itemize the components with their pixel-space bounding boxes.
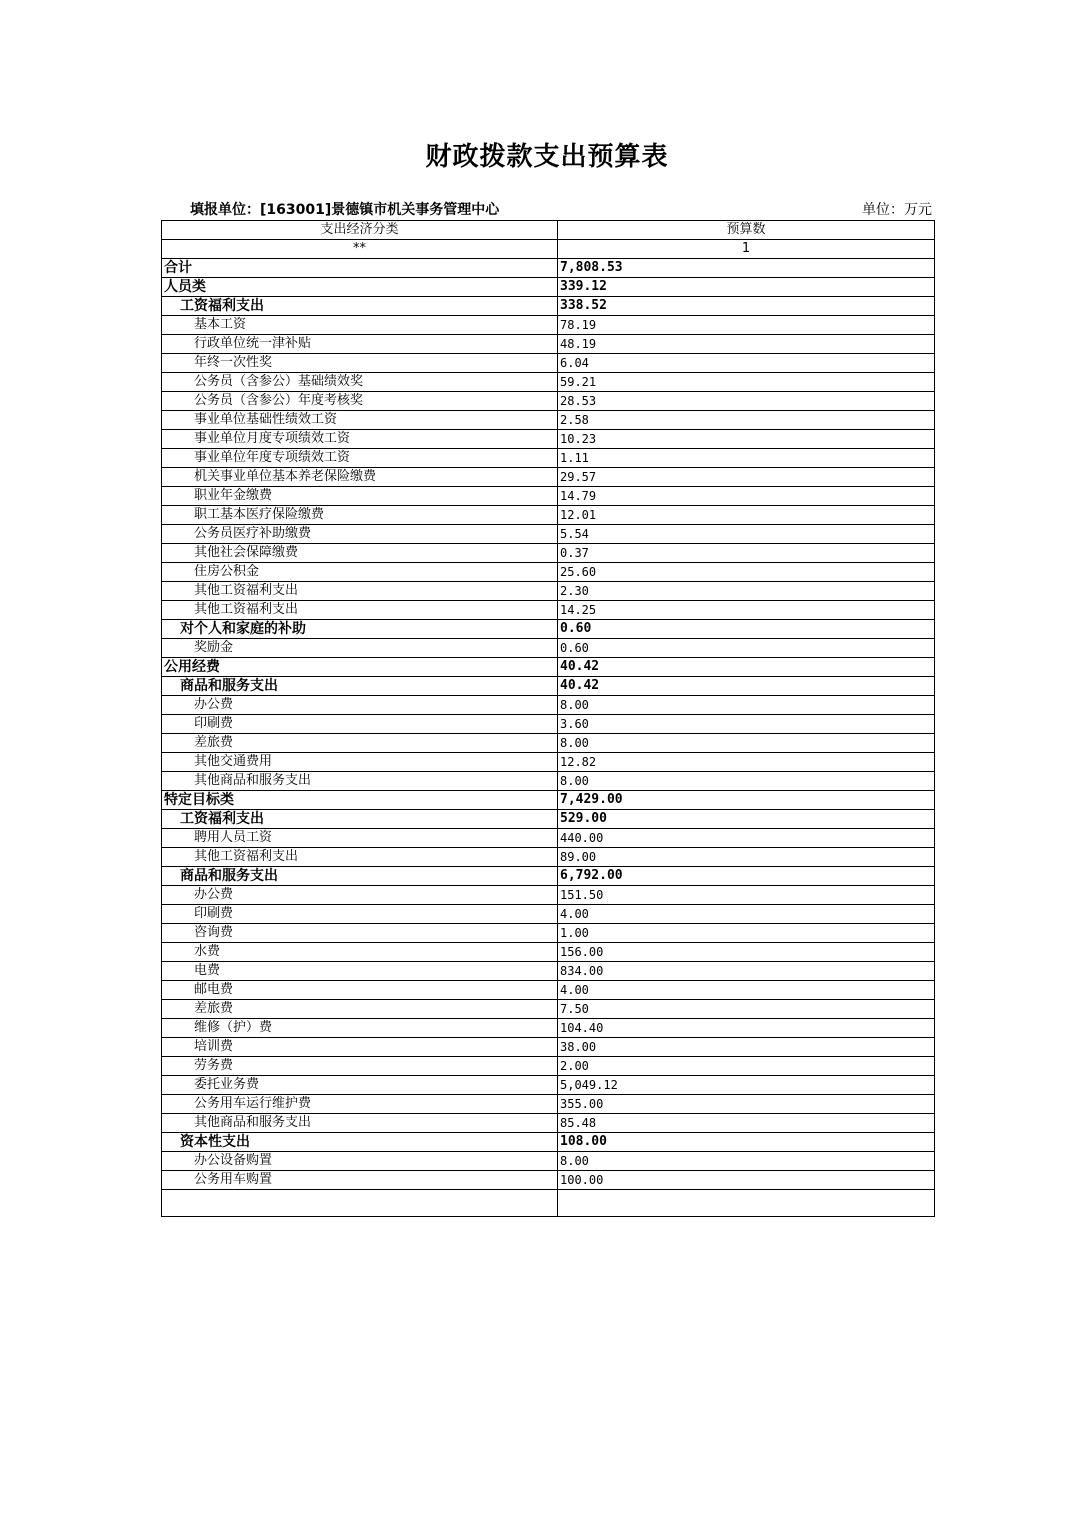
table-row	[162, 354, 935, 373]
row-amount-value: 25.60	[558, 563, 935, 582]
table-row	[162, 848, 935, 867]
column-header-amount: 预算数	[558, 221, 935, 240]
row-category-name: 办公费	[162, 886, 558, 905]
row-category-name: 差旅费	[162, 734, 558, 753]
row-category-name: 邮电费	[162, 981, 558, 1000]
table-row	[162, 886, 935, 905]
table-row	[162, 639, 935, 658]
row-amount-value: 5.54	[558, 525, 935, 544]
table-row	[162, 943, 935, 962]
blank-cell	[162, 1190, 558, 1217]
row-amount-value: 1.11	[558, 449, 935, 468]
blank-row	[162, 1190, 935, 1217]
table-row	[162, 392, 935, 411]
blank-cell	[558, 1190, 935, 1217]
table-row	[162, 734, 935, 753]
table-row	[162, 1038, 935, 1057]
row-category-name: 商品和服务支出	[162, 677, 558, 696]
table-row	[162, 772, 935, 791]
row-amount-value: 14.79	[558, 487, 935, 506]
budget-table	[161, 220, 935, 1217]
row-category-name: 维修（护）费	[162, 1019, 558, 1038]
row-category-name: 资本性支出	[162, 1133, 558, 1152]
row-amount-value: 59.21	[558, 373, 935, 392]
index-cell-amount: 1	[558, 240, 935, 259]
row-amount-value: 8.00	[558, 772, 935, 791]
row-amount-value: 12.82	[558, 753, 935, 772]
row-amount-value: 40.42	[558, 658, 935, 677]
row-amount-value: 10.23	[558, 430, 935, 449]
row-category-name: 印刷费	[162, 715, 558, 734]
table-row	[162, 506, 935, 525]
table-row	[162, 658, 935, 677]
currency-unit-label: 单位：万元	[862, 202, 932, 218]
table-row	[162, 620, 935, 639]
reporting-unit-label: 填报单位：[163001]景德镇市机关事务管理中心	[190, 202, 500, 218]
table-row	[162, 335, 935, 354]
row-amount-value: 3.60	[558, 715, 935, 734]
row-category-name: 事业单位月度专项绩效工资	[162, 430, 558, 449]
row-category-name: 年终一次性奖	[162, 354, 558, 373]
row-category-name: 行政单位统一津补贴	[162, 335, 558, 354]
table-row	[162, 905, 935, 924]
row-amount-value: 355.00	[558, 1095, 935, 1114]
row-category-name: 委托业务费	[162, 1076, 558, 1095]
row-category-name: 职工基本医疗保险缴费	[162, 506, 558, 525]
row-amount-value: 7,429.00	[558, 791, 935, 810]
row-amount-value: 2.58	[558, 411, 935, 430]
table-row	[162, 867, 935, 886]
row-category-name: 住房公积金	[162, 563, 558, 582]
row-amount-value: 100.00	[558, 1171, 935, 1190]
row-category-name: 其他工资福利支出	[162, 601, 558, 620]
row-amount-value: 8.00	[558, 696, 935, 715]
row-amount-value: 7.50	[558, 1000, 935, 1019]
table-row	[162, 582, 935, 601]
table-row	[162, 411, 935, 430]
row-category-name: 奖励金	[162, 639, 558, 658]
table-row	[162, 715, 935, 734]
row-amount-value: 0.60	[558, 620, 935, 639]
table-row	[162, 791, 935, 810]
row-category-name: 培训费	[162, 1038, 558, 1057]
row-amount-value: 0.37	[558, 544, 935, 563]
table-header-row	[162, 221, 935, 240]
row-category-name: 公务员医疗补助缴费	[162, 525, 558, 544]
table-row	[162, 1114, 935, 1133]
row-amount-value: 40.42	[558, 677, 935, 696]
row-amount-value: 440.00	[558, 829, 935, 848]
table-row	[162, 1057, 935, 1076]
table-row	[162, 696, 935, 715]
row-category-name: 商品和服务支出	[162, 867, 558, 886]
row-amount-value: 2.00	[558, 1057, 935, 1076]
row-amount-value: 38.00	[558, 1038, 935, 1057]
row-amount-value: 6,792.00	[558, 867, 935, 886]
row-category-name: 其他社会保障缴费	[162, 544, 558, 563]
table-row	[162, 487, 935, 506]
table-row	[162, 1152, 935, 1171]
row-amount-value: 78.19	[558, 316, 935, 335]
row-category-name: 公用经费	[162, 658, 558, 677]
row-amount-value: 1.00	[558, 924, 935, 943]
row-category-name: 印刷费	[162, 905, 558, 924]
row-category-name: 公务员（含参公）基础绩效奖	[162, 373, 558, 392]
row-amount-value: 89.00	[558, 848, 935, 867]
table-row	[162, 601, 935, 620]
row-category-name: 其他商品和服务支出	[162, 772, 558, 791]
table-row	[162, 1000, 935, 1019]
row-amount-value: 2.30	[558, 582, 935, 601]
table-index-row	[162, 240, 935, 259]
table-row	[162, 259, 935, 278]
table-row	[162, 563, 935, 582]
table-row	[162, 1133, 935, 1152]
row-amount-value: 156.00	[558, 943, 935, 962]
table-row	[162, 316, 935, 335]
row-amount-value: 8.00	[558, 734, 935, 753]
table-row	[162, 1019, 935, 1038]
row-category-name: 合计	[162, 259, 558, 278]
table-row	[162, 810, 935, 829]
row-amount-value: 0.60	[558, 639, 935, 658]
row-category-name: 其他交通费用	[162, 753, 558, 772]
table-row	[162, 829, 935, 848]
row-amount-value: 85.48	[558, 1114, 935, 1133]
table-row	[162, 449, 935, 468]
table-row	[162, 373, 935, 392]
row-amount-value: 834.00	[558, 962, 935, 981]
row-category-name: 其他工资福利支出	[162, 582, 558, 601]
row-category-name: 公务用车运行维护费	[162, 1095, 558, 1114]
row-category-name: 水费	[162, 943, 558, 962]
table-row	[162, 753, 935, 772]
table-row	[162, 525, 935, 544]
row-category-name: 劳务费	[162, 1057, 558, 1076]
table-row	[162, 278, 935, 297]
row-category-name: 工资福利支出	[162, 810, 558, 829]
row-category-name: 差旅费	[162, 1000, 558, 1019]
table-row	[162, 981, 935, 1000]
row-amount-value: 104.40	[558, 1019, 935, 1038]
row-category-name: 职业年金缴费	[162, 487, 558, 506]
row-amount-value: 4.00	[558, 981, 935, 1000]
index-cell-category: **	[162, 240, 558, 259]
row-category-name: 公务用车购置	[162, 1171, 558, 1190]
row-category-name: 人员类	[162, 278, 558, 297]
row-category-name: 其他工资福利支出	[162, 848, 558, 867]
table-row	[162, 962, 935, 981]
row-amount-value: 5,049.12	[558, 1076, 935, 1095]
row-amount-value: 29.57	[558, 468, 935, 487]
row-amount-value: 4.00	[558, 905, 935, 924]
row-category-name: 办公设备购置	[162, 1152, 558, 1171]
table-row	[162, 1076, 935, 1095]
table-row	[162, 924, 935, 943]
row-category-name: 其他商品和服务支出	[162, 1114, 558, 1133]
row-amount-value: 339.12	[558, 278, 935, 297]
row-category-name: 事业单位年度专项绩效工资	[162, 449, 558, 468]
row-amount-value: 529.00	[558, 810, 935, 829]
table-row	[162, 544, 935, 563]
row-category-name: 工资福利支出	[162, 297, 558, 316]
row-category-name: 机关事业单位基本养老保险缴费	[162, 468, 558, 487]
row-amount-value: 6.04	[558, 354, 935, 373]
row-amount-value: 12.01	[558, 506, 935, 525]
row-amount-value: 7,808.53	[558, 259, 935, 278]
row-category-name: 基本工资	[162, 316, 558, 335]
table-row	[162, 677, 935, 696]
row-category-name: 咨询费	[162, 924, 558, 943]
column-header-category: 支出经济分类	[162, 221, 558, 240]
row-amount-value: 14.25	[558, 601, 935, 620]
table-row	[162, 430, 935, 449]
row-category-name: 电费	[162, 962, 558, 981]
row-amount-value: 151.50	[558, 886, 935, 905]
budget-table-body	[162, 221, 935, 1217]
table-row	[162, 1171, 935, 1190]
row-category-name: 聘用人员工资	[162, 829, 558, 848]
row-category-name: 办公费	[162, 696, 558, 715]
table-row	[162, 1095, 935, 1114]
row-category-name: 公务员（含参公）年度考核奖	[162, 392, 558, 411]
row-amount-value: 8.00	[558, 1152, 935, 1171]
row-amount-value: 108.00	[558, 1133, 935, 1152]
table-row	[162, 468, 935, 487]
table-row	[162, 297, 935, 316]
row-category-name: 特定目标类	[162, 791, 558, 810]
row-category-name: 对个人和家庭的补助	[162, 620, 558, 639]
row-amount-value: 338.52	[558, 297, 935, 316]
row-amount-value: 48.19	[558, 335, 935, 354]
row-category-name: 事业单位基础性绩效工资	[162, 411, 558, 430]
row-amount-value: 28.53	[558, 392, 935, 411]
page-title: 财政拨款支出预算表	[425, 142, 669, 172]
